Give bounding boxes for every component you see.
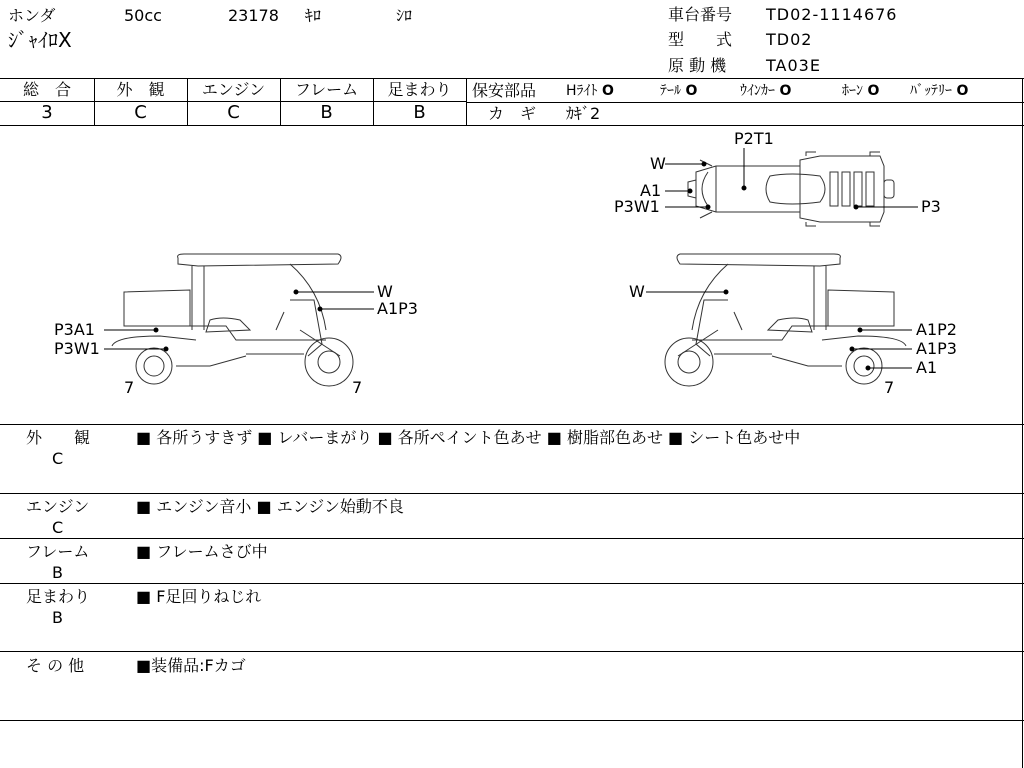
- damage-diagram: [0, 126, 1022, 424]
- note-suspension-text: ■ F足回りねじれ: [136, 587, 262, 606]
- label-right-a1p2: A1P2: [916, 320, 957, 339]
- note-frame-grade: B: [52, 563, 63, 582]
- grade-col-sep: [466, 78, 467, 125]
- label-left-p3w1: P3W1: [54, 339, 100, 358]
- divider-top: [0, 78, 1024, 79]
- safety-item-horn: ﾎｰﾝ O: [842, 83, 880, 99]
- note-engine-label: エンジン: [26, 497, 90, 516]
- note-suspension-grade: B: [52, 608, 63, 627]
- label-right-w: W: [629, 282, 645, 301]
- note-suspension-label: 足まわり: [26, 587, 91, 606]
- grade-frame-value: B: [320, 102, 333, 123]
- right-side-scooter: [665, 254, 906, 386]
- divider-notes: [0, 651, 1024, 652]
- grade-suspension-label: 足まわり: [387, 80, 452, 99]
- engine-value: TA03E: [766, 56, 821, 75]
- grade-engine-label: エンジン: [201, 80, 266, 99]
- label-right-a1: A1: [916, 358, 938, 377]
- top-view-scooter: [688, 152, 894, 226]
- type-label: 型 式: [668, 30, 733, 49]
- safety-label: 保安部品: [472, 81, 537, 100]
- type-value: TD02: [766, 30, 813, 49]
- maker-name: ホンダ: [8, 6, 56, 25]
- divider-notes-top: [0, 424, 1024, 425]
- label-left-tire-front: 7: [124, 378, 135, 397]
- note-frame-label: フレーム: [26, 542, 90, 561]
- right-border: [1022, 78, 1023, 768]
- color-label: ｼﾛ: [396, 6, 413, 25]
- grade-exterior-label: 外 観: [116, 80, 165, 99]
- displacement: 50cc: [124, 6, 162, 25]
- label-top-p3w1: P3W1: [614, 197, 660, 216]
- grade-frame-label: フレーム: [294, 80, 359, 99]
- divider-notes: [0, 583, 1024, 584]
- label-right-a1p3: A1P3: [916, 339, 957, 358]
- left-side-scooter: [112, 254, 353, 386]
- divider-notes: [0, 538, 1024, 539]
- note-engine-text: ■ エンジン音小 ■ エンジン始動不良: [136, 497, 404, 516]
- model-name: ｼﾞｬｲﾛX: [8, 28, 72, 52]
- safety-item-taillight: ﾃｰﾙ O: [660, 83, 698, 99]
- mileage: 23178: [228, 6, 279, 25]
- chassis-value: TD02-1114676: [766, 5, 898, 24]
- safety-item-winker: ｳｲﾝｶｰ O: [740, 83, 792, 99]
- engine-label: 原 動 機: [668, 56, 727, 75]
- grade-overall-label: 総 合: [22, 80, 71, 99]
- safety-item-headlight: Hﾗｲﾄ O: [566, 83, 614, 99]
- divider-notes-bottom: [0, 720, 1024, 721]
- note-exterior-grade: C: [52, 449, 64, 468]
- mileage-unit: ｷﾛ: [305, 6, 322, 25]
- divider-safety-mid: [466, 102, 1024, 103]
- label-left-w: W: [377, 282, 393, 301]
- note-exterior-label: 外 観: [26, 428, 91, 447]
- key-label: カ ギ: [488, 104, 537, 123]
- label-top-w: W: [650, 154, 666, 173]
- chassis-label: 車台番号: [668, 5, 733, 24]
- label-top-p3: P3: [921, 197, 941, 216]
- key-value: ｶｷﾞ2: [566, 104, 601, 123]
- label-right-tire: 7: [884, 378, 895, 397]
- label-left-a1p3: A1P3: [377, 299, 418, 318]
- divider-notes: [0, 493, 1024, 494]
- label-left-tire-rear: 7: [352, 378, 363, 397]
- grade-exterior-value: C: [134, 102, 147, 123]
- grade-suspension-value: B: [413, 102, 426, 123]
- grade-overall-value: 3: [41, 102, 53, 123]
- grade-engine-value: C: [227, 102, 240, 123]
- note-other-text: ■装備品:Fカゴ: [136, 656, 246, 675]
- note-engine-grade: C: [52, 518, 64, 537]
- label-top-a1: A1: [640, 181, 662, 200]
- label-left-p3a1: P3A1: [54, 320, 95, 339]
- label-top-p2t1: P2T1: [734, 129, 774, 148]
- safety-item-battery: ﾊﾞｯﾃﾘｰ O: [910, 83, 969, 99]
- note-other-label: そ の 他: [26, 656, 85, 675]
- note-frame-text: ■ フレームさび中: [136, 542, 268, 561]
- note-exterior-text: ■ 各所うすきず ■ レバーまがり ■ 各所ペイント色あせ ■ 樹脂部色あせ ■ シート色あせ中: [136, 428, 801, 447]
